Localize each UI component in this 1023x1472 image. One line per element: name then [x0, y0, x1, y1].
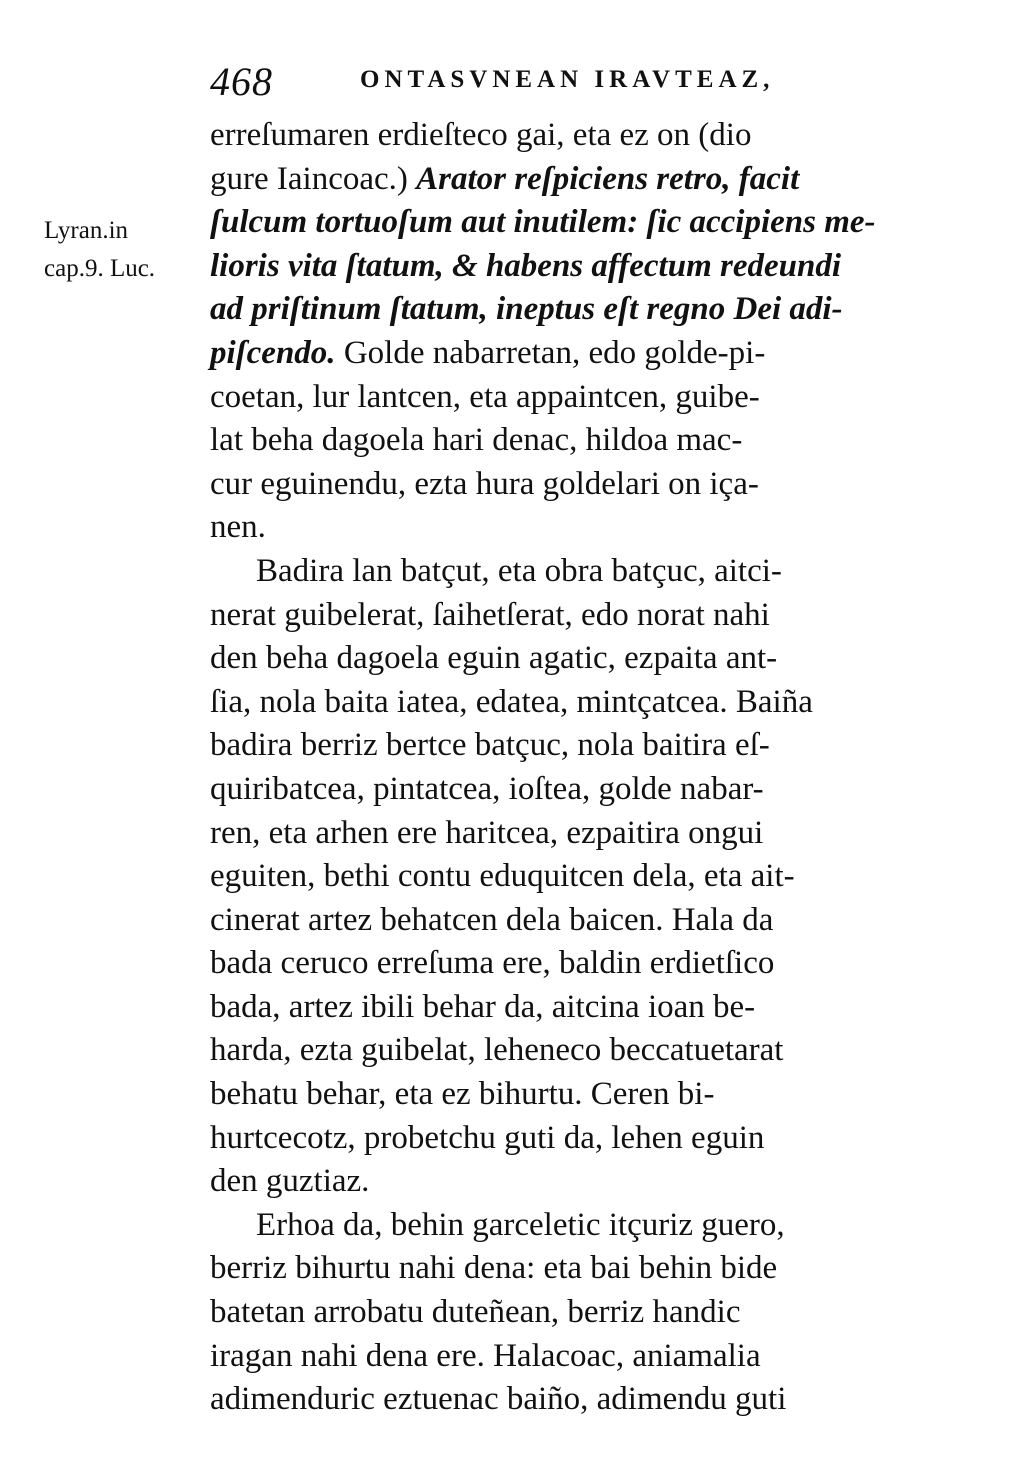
text-line — [210, 158, 915, 202]
text-line — [210, 1160, 915, 1204]
text-line — [210, 1335, 915, 1379]
text-line — [210, 550, 915, 594]
text-line — [210, 637, 915, 681]
text-segment: ſia, nola baita iatea, edatea, mintçatcea. Baiña — [210, 683, 813, 720]
page-header — [210, 58, 910, 108]
margin-note — [44, 212, 194, 288]
text-segment: eguiten, bethi contu eduquitcen dela, eta ait- — [210, 858, 795, 895]
text-line — [210, 463, 915, 507]
text-segment: den beha dagoela eguin agatic, ezpaita ant- — [210, 640, 778, 677]
text-segment: harda, ezta guibelat, leheneco beccatuetarat — [210, 1032, 784, 1069]
text-line — [210, 288, 915, 332]
text-segment: Golde nabarretan, edo golde-pi- — [335, 334, 766, 371]
text-line — [210, 114, 915, 158]
text-segment: cinerat artez behatcen dela baicen. Hala da — [210, 901, 774, 938]
text-segment: berriz bihurtu nahi dena: eta bai behin bide — [210, 1250, 778, 1287]
text-segment: hurtcecotz, probetchu guti da, lehen eguin — [210, 1119, 765, 1156]
text-line — [210, 724, 915, 768]
text-segment: den guztiaz. — [210, 1163, 370, 1200]
text-segment: bada, artez ibili behar da, aitcina ioan be- — [210, 988, 756, 1025]
text-line — [210, 506, 915, 550]
latin-quote-segment: piſcendo. — [210, 334, 336, 371]
text-line — [210, 1204, 915, 1248]
latin-quote-segment: lioris vita ſtatum, & habens affectum redeundi — [210, 247, 842, 284]
text-segment: coetan, lur lantcen, eta appaintcen, guibe- — [210, 378, 760, 415]
latin-quote-segment: Arator reſpiciens retro, facit — [416, 160, 800, 197]
text-line — [210, 1073, 915, 1117]
text-line — [210, 1117, 915, 1161]
latin-quote-segment: ſulcum tortuoſum aut inutilem: ſic accipiens me- — [210, 204, 876, 241]
text-line — [210, 1247, 915, 1291]
text-line — [210, 594, 915, 638]
margin-note-line: cap.9. Luc. — [44, 255, 156, 282]
running-head: ONTASVNEAN IRAVTEAZ, — [360, 66, 775, 93]
text-segment: erreſumaren erdieſteco gai, eta ez on (dio — [210, 117, 752, 153]
text-line — [210, 376, 915, 420]
text-line — [210, 1029, 915, 1073]
text-line — [210, 768, 915, 812]
text-line — [210, 899, 915, 943]
text-line — [210, 245, 915, 289]
margin-note-line: Lyran.in — [44, 217, 129, 244]
text-segment: gure Iaincoac.) — [210, 160, 417, 197]
body-text — [210, 114, 915, 1422]
latin-quote-segment: ad priſtinum ſtatum, ineptus eſt regno Dei adi- — [210, 291, 843, 328]
text-segment: nen. — [210, 509, 266, 546]
text-line — [210, 681, 915, 725]
text-line — [210, 332, 915, 376]
text-line — [210, 812, 915, 856]
text-segment: behatu behar, eta ez bihurtu. Ceren bi- — [210, 1076, 715, 1113]
text-segment: Erhoa da, behin garceletic itçuriz guero, — [256, 1206, 785, 1243]
text-line — [210, 986, 915, 1030]
text-segment: lat beha dagoela hari denac, hildoa mac- — [210, 422, 743, 459]
text-segment: quiribatcea, pintatcea, ioſtea, golde nabar- — [210, 770, 764, 807]
text-line — [210, 1378, 915, 1422]
text-line — [210, 942, 915, 986]
text-segment: iragan nahi dena ere. Halacoac, aniamalia — [210, 1337, 761, 1374]
text-segment: bada ceruco erreſuma ere, baldin erdietſico — [210, 945, 775, 982]
text-line — [210, 1291, 915, 1335]
text-segment: badira berriz bertce batçuc, nola baitira eſ- — [210, 727, 770, 764]
text-segment: Badira lan batçut, eta obra batçuc, aitci- — [256, 552, 782, 589]
text-line — [210, 201, 915, 245]
text-segment: adimenduric eztuenac baiño, adimendu guti — [210, 1381, 787, 1418]
text-segment: cur eguinendu, ezta hura goldelari on iça- — [210, 465, 759, 502]
page-number: 468 — [210, 59, 273, 104]
text-line — [210, 855, 915, 899]
text-segment: ren, eta arhen ere haritcea, ezpaitira ongui — [210, 814, 764, 851]
text-line — [210, 419, 915, 463]
text-segment: batetan arrobatu duteñean, berriz handic — [210, 1294, 741, 1331]
text-segment: nerat guibelerat, ſaihetſerat, edo norat nahi — [210, 596, 770, 633]
